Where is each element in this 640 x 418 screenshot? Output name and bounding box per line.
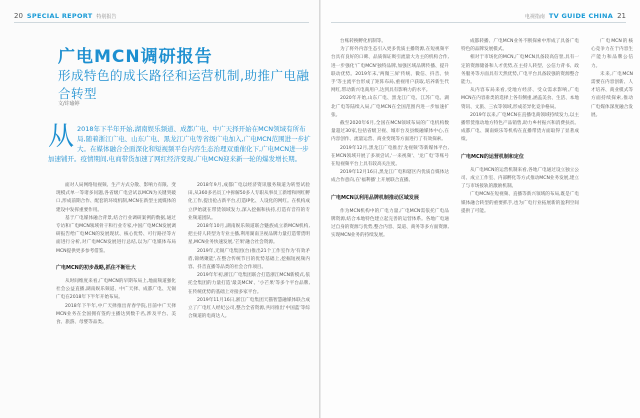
- right-page-header: [525, 12, 626, 20]
- body-paragraph: 作为MCN机构中的广电力量,广电MCN需依托广电品牌资源,结合本地特色建立起完善的运营体系。各地广电通过自身的资源与优势,整合内容、渠道、商务等多方面资源,实现MCN业务的持续发展。: [331, 208, 449, 239]
- header-rule: [331, 22, 626, 23]
- header-rule: [14, 22, 309, 23]
- body-paragraph: 未来,广电MCN需要在内容创新、人才培养、商业模式等方面持续探索,推动广电媒体深度融合发展。: [591, 71, 633, 118]
- body-paragraph: 2019年12月16日,黑龙江广电和辖区内优质自媒体达成合作意向,在'福利播'上开展联合直播。: [331, 170, 449, 184]
- body-paragraph: 2019年年初,浙江广电集团联合打造浙江MCN新模式,依托全集团的力量打造'最美MCN'、'小芒果'等多个平台品牌,在传统优势的基础上对接多家平台。: [188, 273, 310, 295]
- body-paragraph: 广电MCN在短视频、直播等新兴领域的布局,既是广电媒体融合转型的重要抓手,也为广电行业拓展新的盈利空间提供了可能。: [461, 192, 579, 214]
- body-paragraph: 广电MCN的核心竞争力在于内容生产能力和品牌公信力。: [591, 39, 633, 69]
- body-paragraph: 2019年12月,黑龙江广电推出'龙视频'等新媒体平台,在MCN领域开展了多项尝试,'一来视频'、'龙广电'等账号在短视频平台上具有较高关注度。: [331, 145, 449, 168]
- body-paragraph: 2018年10月,湖南娱乐频道联合魅族成立新MCN机构,把主持人转型为专业主播,利用湖南卫视品牌力量打造带货明星,MCN业务快速发展,'芒果'融合社会资源。: [188, 224, 310, 246]
- article-title: 广电MCN调研报告: [58, 47, 213, 67]
- section-heading: 广电MCN的运营机制和定位: [461, 153, 524, 160]
- section-heading: 广电MCN以利用品牌机制推动区域发展: [331, 194, 419, 201]
- body-paragraph: 截至2020年6月,全国在MCN领域布局的广电机构数量超过30家,包括省级卫视、城市台及县级融媒体中心,在内容创作、流量运营、商业变现等方面进行了有效探索。: [331, 121, 449, 143]
- right-column-1: [331, 38, 449, 241]
- body-paragraph: 相对于市场化的MCN,广电MCN具备较高信誉,具有一定的资源储备和人才优势,在主持人转型、公信力背书、政务服务等方面具有天然优势,广电平台具备较强的资源整合能力。: [461, 55, 579, 86]
- right-column-2: [461, 38, 579, 216]
- body-paragraph: 面对人局网络短视频、生产方式分散、影响力有限、变现模式单一等诸多问题,各省级广电尝试以MCN为关键突破口,形成前期合作、配套的环境机制,MCN在新型主流媒体的建设中发挥重要作用。: [56, 183, 176, 213]
- right-column-3: [591, 38, 633, 120]
- section-heading: 广电MCN的初步战略,抓住不断壮大: [56, 264, 136, 271]
- article-author: 文/许瑜婷: [58, 101, 80, 107]
- header-sub: 电视指南: [524, 13, 545, 20]
- lead-paragraph: [48, 124, 312, 164]
- left-page-header: [14, 12, 117, 20]
- lead-text: 2018年下半年开始,湖南娱乐频道、成都广电、中广天择开始在MCN领域有所布局,随着浙江广电、山东广电、黑龙江广电等省级广电加入,广电MCN范围进一步扩大。在媒体融合全面深化和短视频平台内容生态治理双重催化下,广电MCN进一步加速铺开。疫情期间,电商带货加速了网红经济变现,广电MCN迎来新一轮的爆发增长期。: [48, 125, 311, 163]
- page-number: 21: [617, 12, 626, 20]
- body-paragraph: 2019年以来,广电MCN在直播电商领域持续发力,以主播带货推动地方特色产品销售,助力乡村振兴和消费扶贫。成都广电、湖南娱乐等机构在直播带货方面取得了显著成绩。: [461, 112, 579, 143]
- article-subtitle: 形成特色的成长路径和运营机制,助推广电融合转型: [58, 68, 310, 101]
- section-label: SPECIAL REPORT: [26, 12, 93, 20]
- body-paragraph: 2019年,无锡广电集团(台)推出21个工作室作为'有效矛盾,锦绣聚能',在整合传统节目的优势基础上,挖掘短视频内容、抖音直播等品类的社会合作项目。: [188, 248, 310, 271]
- section-sub: 特别报告: [96, 13, 117, 20]
- body-paragraph: 成都转播、广电MCN业务不断探索中形成了具备广电特色的品牌发展模式。: [461, 39, 579, 53]
- body-paragraph: 从内容布局来看,受地方经济、受众需求影响,广电MCN在内容垂类的选择上各有侧重,涵盖美食、生活、本地资讯、文旅、三农等领域,形成差异化竞争格局。: [461, 88, 579, 110]
- body-paragraph: 从广电MCN的运营机制来看,各地广电通过设立独立公司、成立工作室、内部孵化等方式推动MCN业务发展,建立了与市场接轨的激励机制。: [461, 167, 579, 190]
- left-column-2: [188, 182, 310, 321]
- body-paragraph: 2018年9月,成都广电以经济资讯服务频道为转型试验田,从360多名员工中拆解50多人专职从事员工新增和网红孵化工作,提出抢占新平台,打造IP化、人设化的网红。在机构成立伊始就在带货领域发力,深入挖掘和扶持,打造有音符的专业频道团队。: [188, 183, 310, 221]
- right-page: [321, 0, 640, 418]
- body-paragraph: 2019年11月16日,浙江广电集团天猫智慧融媒体联合成立了广电红人经纪公司,整合全省资源,共同推出'中国蓝'等综合频道的电商达人。: [188, 297, 310, 320]
- body-paragraph: 为了将外内容生态引入更多优质主播资源,在短视频平台具有良好的口碑、品质保证吸引流量大为主的机构合作,进一步强化'广电MCN'独特品牌,加强区域品牌传播、提升联动优势。2019年末,'两微三屏'传统、微信、抖音、快手'等主流平台形成了矩阵布局,重视用户获取,培养新生代网红,带动新兴电商用户,达到具有影响力的水平。: [331, 47, 449, 94]
- body-paragraph: 基于广电媒体融合背景,结合行业调研案例的数据,通过专访和广电MCN领域骨干和行业专家,中国广电MCN发展调研报告给广电MCN的发展现状、核心优势、可行路径等方面进行分析,对广电MCN发展进行总结,以为广电媒体布局MCN提供更多参考借鉴。: [56, 215, 176, 254]
- left-column-1: [56, 182, 176, 327]
- body-paragraph: 台账转换孵化机制等。: [340, 39, 386, 44]
- body-paragraph: 2020年开始,山东广电、黑龙江广电、江苏广电、湖北广电等陆续入局,广电MCN在全国范围内进一步加速扩张。: [331, 96, 449, 118]
- body-paragraph: 2018年下半年,中广天择推出青春学院,目前中广天择MCN业务在全国拥有签约主播达到数千名,涉及平台、美食、旅游、母婴等品类。: [56, 303, 176, 326]
- page-number: 20: [14, 12, 23, 20]
- header-label: TV GUIDE CHINA: [548, 12, 614, 20]
- body-paragraph: 从时间维度来看,广电MCN的早期布局上,地面频道强化社会公益直播,湖南娱乐频道、中广天择、成都广电、无锡广电在2018年下半年开始布局。: [56, 279, 176, 301]
- drop-cap: 从: [48, 122, 75, 152]
